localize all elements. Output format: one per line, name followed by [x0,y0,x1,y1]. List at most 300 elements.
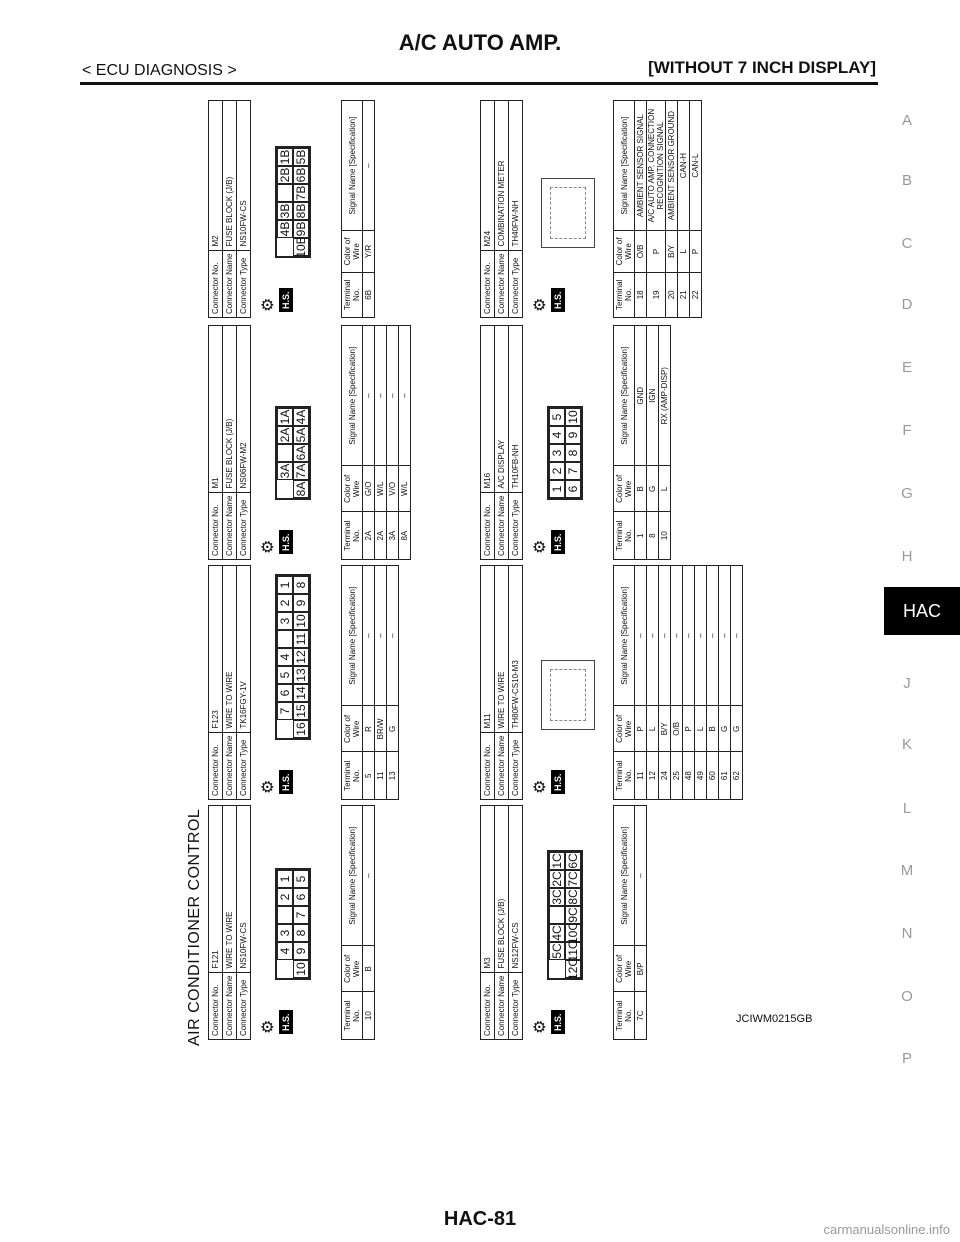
conn-no: M24 [481,101,495,251]
table-row [375,326,387,560]
side-index-letter[interactable]: A [901,112,912,129]
conn-name-label: Connector Name [223,972,237,1039]
hs-badge: H.S. [551,770,565,794]
pin: 6C [566,853,580,869]
side-index-letter[interactable]: O [901,988,913,1005]
wire-table [613,325,671,560]
pin: 4A [294,409,308,425]
pin: 2 [277,594,293,612]
table-row [678,101,690,318]
page-number: HAC-81 [443,1208,517,1230]
conn-type: NS10FW-CS [237,806,251,973]
terminal-header: Terminal No. [614,992,635,1040]
connector-icon: ⚙ [260,779,277,794]
watermark: carmanualsonline.info [823,1222,950,1237]
pin: 8C [566,889,580,905]
wire-color: G [731,706,743,752]
terminal-no: 10 [363,992,375,1040]
conn-type-label: Connector Type [237,492,251,559]
connector-info [208,805,251,1040]
pin: 7A [294,463,308,479]
page-title: A/C AUTO AMP. [398,30,562,55]
signal-name: – [363,101,375,231]
conn-name: FUSE BLOCK (J/B) [223,326,237,493]
connector-M1 [208,325,411,560]
table-row [659,326,671,560]
conn-no: M11 [481,566,495,733]
hs-badge: H.S. [279,770,293,794]
table-row [731,566,743,800]
signal-name: – [399,326,411,466]
connector-info [480,805,523,1040]
pin: 6B [294,167,308,183]
conn-no: M1 [209,326,223,493]
signal-name: – [375,326,387,466]
pin: 7B [294,185,308,201]
pin: 10C [566,921,580,944]
table-row [635,326,647,560]
pin: 10 [293,960,309,978]
harness-side-mark [533,276,579,312]
table-row [690,101,702,318]
signal-name: – [719,566,731,706]
conn-no: M16 [481,326,495,493]
wire-color: BR/W [375,706,387,752]
table-row [635,806,647,1040]
connector-pin-array [541,660,595,730]
table-row [387,326,399,560]
conn-type-label: Connector Type [509,492,523,559]
wire-color: G/O [363,466,375,512]
connector-info [480,565,523,800]
pin: 3 [277,612,293,630]
terminal-no: 20 [666,272,678,317]
pin: 8A [294,481,308,497]
connector-F123 [208,565,399,800]
pin: 4 [277,942,293,960]
table-row [659,566,671,800]
connector-key [277,444,293,462]
conn-no-label: Connector No. [209,250,223,317]
color-header: Color of Wire [342,231,363,272]
pin: 4 [277,648,293,666]
terminal-header: Terminal No. [342,512,363,560]
wire-color: O/B [635,231,647,272]
pin: 8 [293,576,309,594]
side-index-letter[interactable]: M [900,862,914,879]
pin: 5 [549,408,565,426]
signal-name: IGN [647,326,659,466]
conn-name-label: Connector Name [495,972,509,1039]
wire-color: Y/R [363,231,375,272]
pin: 7 [565,462,581,480]
pin: 1 [549,480,565,498]
terminal-no: 62 [731,752,743,800]
table-row [647,326,659,560]
signal-name: – [695,566,707,706]
wire-color: G [719,706,731,752]
connector-M3 [480,805,647,1040]
pin-layout [275,146,311,258]
pin: 1C [550,853,564,869]
wire-color: B [363,946,375,992]
connector-info [480,100,523,318]
hs-badge: H.S. [551,288,565,312]
pin-spacer [277,720,293,738]
pin: 11 [293,630,309,648]
wire-table [613,565,743,800]
terminal-header: Terminal No. [342,272,363,317]
wire-table [341,805,375,1040]
terminal-no: 6B [363,272,375,317]
conn-type: TH80FW-CS10-M3 [509,566,523,733]
wire-color: B [707,706,719,752]
pin: 5B [294,149,308,165]
connector-icon: ⚙ [532,1019,549,1034]
signal-name: A/C AUTO AMP. CONNECTION RECOGNITION SIGNAL [647,101,666,231]
variant-label: [WITHOUT 7 INCH DISPLAY] [648,58,876,77]
signal-name: AMBIENT SENSOR SIGNAL [635,101,647,231]
connector-icon: ⚙ [260,539,277,554]
table-row [635,566,647,800]
connector-info [208,325,251,560]
connector-key [277,630,293,648]
terminal-no: 8A [399,512,411,560]
wire-color: B/Y [666,231,678,272]
signal-name: – [671,566,683,706]
terminal-header: Terminal No. [614,272,635,317]
wire-color: B [635,466,647,512]
pin: 7 [277,702,293,720]
wire-color: L [647,706,659,752]
signal-header: Signal Name [Specification] [614,101,635,231]
conn-name: WIRE TO WIRE [223,806,237,973]
terminal-no: 25 [671,752,683,800]
connector-face [251,100,341,318]
signal-name: AMBIENT SENSOR GROUND [666,101,678,231]
table-row [375,566,387,800]
terminal-no: 18 [635,272,647,317]
terminal-no: 8 [647,512,659,560]
conn-no-label: Connector No. [481,732,495,799]
side-index-letter[interactable]: K [901,736,912,753]
hs-badge: H.S. [279,288,293,312]
pin: 6 [277,684,293,702]
conn-name-label: Connector Name [495,492,509,559]
pin: 9 [293,594,309,612]
terminal-no: 2A [363,512,375,560]
pin: 12 [293,648,309,666]
table-row [635,101,647,318]
pin-spacer [549,960,565,978]
side-index-letter[interactable]: G [901,485,913,502]
terminal-no: 12 [647,752,659,800]
table-row [399,326,411,560]
section-label: < ECU DIAGNOSIS > [82,62,237,79]
terminal-no: 11 [635,752,647,800]
pin-layout [275,406,311,500]
signal-header: Signal Name [Specification] [614,326,635,466]
pin: 8 [565,444,581,462]
pin: 15 [293,702,309,720]
conn-type-label: Connector Type [509,250,523,317]
color-header: Color of Wire [342,466,363,512]
signal-header: Signal Name [Specification] [342,566,363,706]
terminal-no: 21 [678,272,690,317]
side-index-letter[interactable]: J [903,675,911,692]
wire-color: W/L [399,466,411,512]
conn-name-label: Connector Name [223,250,237,317]
conn-type: TH10FB-NH [509,326,523,493]
color-header: Color of Wire [342,706,363,752]
conn-no-label: Connector No. [481,972,495,1039]
conn-name: A/C DISPLAY [495,326,509,493]
pin: 3A [278,463,292,479]
pin-layout [275,574,311,740]
conn-no: F123 [209,566,223,733]
connector-face [251,565,341,800]
side-index-letter[interactable]: L [902,800,912,817]
terminal-no: 2A [375,512,387,560]
wire-color: B/Y [659,706,671,752]
side-index-letter[interactable]: F [902,422,912,439]
conn-type: NS10FW-CS [237,101,251,251]
pin: 10B [294,236,308,258]
connector-icon: ⚙ [260,297,277,312]
color-header: Color of Wire [614,946,635,992]
signal-name: CAN-H [678,101,690,231]
wire-color: L [695,706,707,752]
signal-name: – [363,806,375,946]
terminal-no: 49 [695,752,707,800]
connector-F121 [208,805,375,1040]
conn-no-label: Connector No. [481,250,495,317]
wire-color: P [683,706,695,752]
wire-color: G [647,466,659,512]
side-index-letter[interactable]: D [901,296,913,313]
terminal-no: 24 [659,752,671,800]
conn-name: COMBINATION METER [495,101,509,251]
pin: 9 [293,942,309,960]
wire-table [613,100,702,318]
signal-name: – [659,566,671,706]
conn-no: M2 [209,101,223,251]
signal-name: – [363,566,375,706]
conn-name-label: Connector Name [495,250,509,317]
signal-name: – [683,566,695,706]
color-header: Color of Wire [614,706,635,752]
terminal-header: Terminal No. [342,992,363,1040]
pin-layout [275,868,311,980]
pin: 10 [565,408,581,426]
wire-color: L [678,231,690,272]
connector-M11 [480,565,743,800]
pin: 2 [277,888,293,906]
wire-color: P [635,706,647,752]
table-row [363,101,375,318]
conn-type: TK16FGY-1V [237,566,251,733]
harness-side-mark [533,518,579,554]
signal-name: – [731,566,743,706]
pin-layout [547,850,583,980]
terminal-header: Terminal No. [342,752,363,800]
table-row [363,566,375,800]
conn-no-label: Connector No. [209,732,223,799]
table-row [695,566,707,800]
signal-header: Signal Name [Specification] [614,806,635,946]
side-index-letter[interactable]: E [901,359,912,376]
pin: 8 [293,924,309,942]
pin: 4B [278,221,292,237]
connector-M24 [480,100,702,318]
connector-key [549,906,565,924]
pin: 16 [293,720,309,738]
signal-name: – [363,326,375,466]
wire-table [613,805,647,1040]
table-row [647,566,659,800]
pin-spacer [277,238,293,256]
color-header: Color of Wire [342,946,363,992]
table-row [363,806,375,1040]
pin: 3B [278,203,292,219]
harness-side-mark [261,998,307,1034]
side-index-letter[interactable]: P [901,1050,912,1067]
terminal-no: 1 [635,512,647,560]
color-header: Color of Wire [614,231,635,272]
pin: 3C [550,889,564,905]
connector-key [277,184,293,202]
connector-icon: ⚙ [532,297,549,312]
hs-badge: H.S. [551,1010,565,1034]
pin: 6A [294,445,308,461]
side-index-letter[interactable]: B [901,172,912,189]
pin: 1 [277,576,293,594]
pin: 2 [549,462,565,480]
pin: 13 [293,666,309,684]
signal-name: – [387,566,399,706]
connector-face [523,100,613,318]
terminal-no: 60 [707,752,719,800]
conn-name-label: Connector Name [223,732,237,799]
conn-name: WIRE TO WIRE [223,566,237,733]
signal-name: RX (AMP-DISP) [659,326,671,466]
pin: 3 [549,444,565,462]
table-row [719,566,731,800]
table-row [387,566,399,800]
table-row [363,326,375,560]
pin: 4 [549,426,565,444]
pin: 3 [277,924,293,942]
conn-type-label: Connector Type [237,732,251,799]
side-index-tab-active[interactable]: HAC [884,587,960,635]
table-row [683,566,695,800]
connector-face [523,805,613,1040]
pin: 5 [277,666,293,684]
harness-side-mark [533,998,579,1034]
conn-name: FUSE BLOCK (J/B) [223,101,237,251]
pin: 14 [293,684,309,702]
pin: 5A [294,427,308,443]
terminal-no: 22 [690,272,702,317]
connector-info [208,100,251,318]
wire-color: B/P [635,946,647,992]
terminal-no: 61 [719,752,731,800]
conn-name: FUSE BLOCK (J/B) [495,806,509,973]
wire-table [341,325,411,560]
table-row [671,566,683,800]
connector-icon: ⚙ [532,779,549,794]
signal-name: – [635,566,647,706]
connector-info [480,325,523,560]
pin: 1 [277,870,293,888]
wire-color: L [659,466,671,512]
table-row [707,566,719,800]
connector-face [251,325,341,560]
pin: 5C [550,943,564,959]
wire-table [341,100,375,318]
connector-face [523,565,613,800]
conn-name-label: Connector Name [223,492,237,559]
wire-color: P [647,231,666,272]
side-index-letter[interactable]: H [901,548,913,565]
pin: 7C [566,871,580,887]
conn-no-label: Connector No. [481,492,495,559]
signal-header: Signal Name [Specification] [614,566,635,706]
connector-icon: ⚙ [532,539,549,554]
connector-key [277,906,293,924]
connector-face [251,805,341,1040]
harness-side-mark [261,276,307,312]
signal-name: – [647,566,659,706]
pin: 2C [550,871,564,887]
terminal-header: Terminal No. [614,752,635,800]
figure-heading: AIR CONDITIONER CONTROL [186,808,203,1046]
connector-M2 [208,100,375,318]
wire-color: O/B [671,706,683,752]
wire-color: P [690,231,702,272]
header-rule [80,82,878,85]
terminal-no: 19 [647,272,666,317]
hs-badge: H.S. [279,530,293,554]
conn-no: F121 [209,806,223,973]
conn-no-label: Connector No. [209,972,223,1039]
pin-layout [547,406,583,500]
table-row [647,101,666,318]
signal-name: – [387,326,399,466]
wire-color: V/O [387,466,399,512]
terminal-no: 48 [683,752,695,800]
pin: 6 [565,480,581,498]
harness-side-mark [261,518,307,554]
signal-name: – [635,806,647,946]
side-index-letter[interactable]: C [901,235,913,252]
pin: 11C [566,940,580,962]
connector-face [523,325,613,560]
pin-spacer [277,480,293,498]
pin: 10 [293,612,309,630]
conn-type: TH40FW-NH [509,101,523,251]
signal-name: – [707,566,719,706]
conn-type-label: Connector Type [237,972,251,1039]
pin: 8B [294,203,308,219]
conn-type: NS12FW-CS [509,806,523,973]
pin: 1A [278,409,292,425]
connector-M16 [480,325,671,560]
side-index-letter[interactable]: N [901,925,913,942]
color-header: Color of Wire [614,466,635,512]
wire-color: R [363,706,375,752]
harness-side-mark [533,758,579,794]
